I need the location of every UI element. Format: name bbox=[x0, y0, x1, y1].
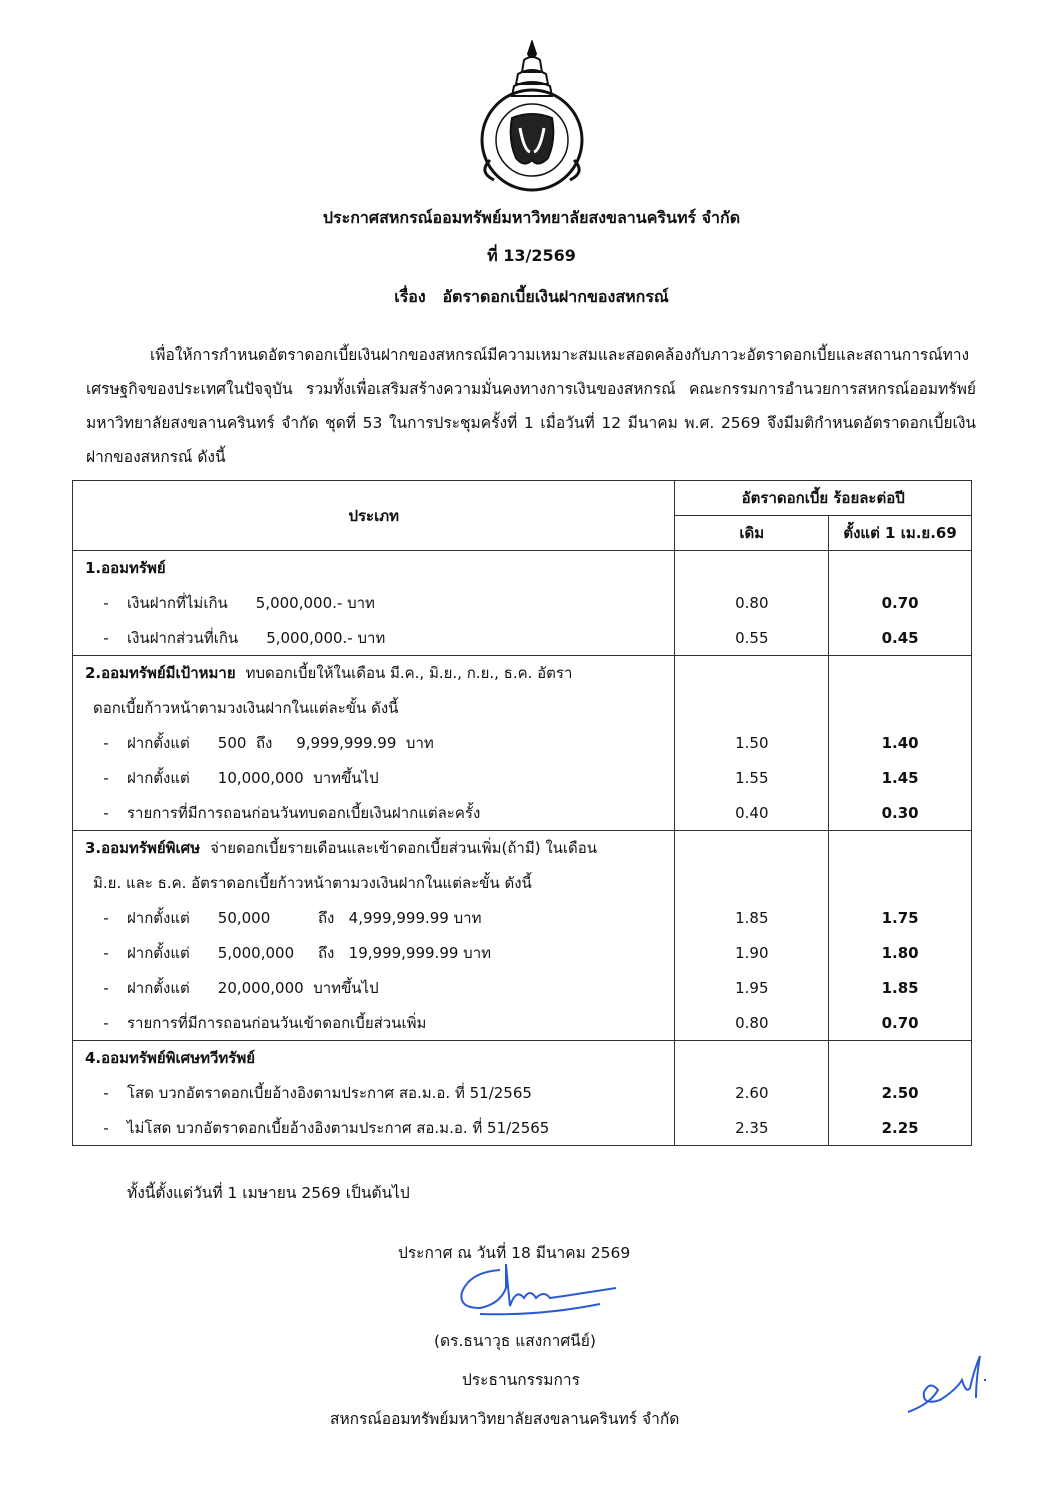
rate-row bbox=[73, 971, 972, 1006]
old-rate: 2.35 bbox=[675, 1111, 829, 1146]
section-title: 2.ออมทรัพย์มีเป้าหมาย bbox=[85, 664, 236, 683]
rate-label: เงินฝากส่วนที่เกิน bbox=[127, 628, 239, 647]
new-rate: 1.45 bbox=[829, 761, 972, 796]
section-row bbox=[73, 656, 972, 691]
section-row bbox=[73, 551, 972, 586]
rate-row bbox=[73, 726, 972, 761]
rate-row bbox=[73, 936, 972, 971]
old-rate: 1.55 bbox=[675, 761, 829, 796]
document-subject bbox=[0, 285, 1063, 310]
rate-row bbox=[73, 1076, 972, 1111]
section-row bbox=[73, 1041, 972, 1076]
new-rate: 1.75 bbox=[829, 901, 972, 936]
effective-date: ทั้งนี้ตั้งแต่วันที่ 1 เมษายน 2569 เป็นต้นไป bbox=[127, 1184, 410, 1202]
initial-signature bbox=[900, 1350, 990, 1425]
new-rate: 2.25 bbox=[829, 1111, 972, 1146]
old-rate: 2.60 bbox=[675, 1076, 829, 1111]
bullet-dash: - bbox=[103, 594, 109, 612]
rate-row bbox=[73, 761, 972, 796]
new-rate: 1.80 bbox=[829, 936, 972, 971]
old-rate: 0.80 bbox=[675, 1006, 829, 1041]
rate-table-body bbox=[73, 551, 972, 1146]
bullet-dash: - bbox=[103, 1118, 109, 1137]
rate-label: ไม่โสด บวกอัตราดอกเบี้ยอ้างอิงตามประกาศ สอ.ม.อ. ที่ 51/2565 bbox=[127, 1118, 550, 1137]
bullet-dash: - bbox=[103, 803, 109, 822]
new-rate: 2.50 bbox=[829, 1076, 972, 1111]
rate-row bbox=[73, 796, 972, 831]
signer-organization: สหกรณ์ออมทรัพย์มหาวิทยาลัยสงขลานครินทร์ จำกัด bbox=[330, 1410, 680, 1428]
bullet-dash: - bbox=[103, 909, 109, 927]
bullet-dash: - bbox=[103, 769, 109, 787]
bullet-dash: - bbox=[103, 944, 109, 962]
interest-rate-table bbox=[72, 480, 972, 1146]
document-number: ที่ 13/2569 bbox=[487, 246, 576, 265]
rate-row bbox=[73, 586, 972, 621]
old-rate: 0.55 bbox=[675, 621, 829, 656]
subject-label: เรื่อง bbox=[394, 287, 426, 306]
header-old-rate: เดิม bbox=[675, 516, 829, 551]
rate-label: เงินฝากที่ไม่เกิน bbox=[127, 594, 228, 612]
header-new-rate: ตั้งแต่ 1 เม.ย.69 bbox=[829, 516, 972, 551]
rate-amount: 50,000 ถึง 4,999,999.99 บาท bbox=[217, 909, 482, 927]
rate-label: ฝากตั้งแต่ bbox=[127, 909, 190, 927]
rate-amount: 5,000,000.- บาท bbox=[266, 628, 386, 647]
old-rate: 1.95 bbox=[675, 971, 829, 1006]
rate-row bbox=[73, 1111, 972, 1146]
header-rate-group: อัตราดอกเบี้ย ร้อยละต่อปี bbox=[675, 481, 972, 516]
section-note-row bbox=[73, 691, 972, 726]
new-rate: 0.45 bbox=[829, 621, 972, 656]
rate-amount: 500 ถึง 9,999,999.99 บาท bbox=[217, 734, 434, 752]
signer-position: ประธานกรรมการ bbox=[462, 1371, 580, 1389]
signer-name: (ดร.ธนาวุธ แสงกาศนีย์) bbox=[434, 1332, 596, 1350]
new-rate: 1.40 bbox=[829, 726, 972, 761]
new-rate: 0.70 bbox=[829, 1006, 972, 1041]
section-note-row bbox=[73, 866, 972, 901]
section-title: 1.ออมทรัพย์ bbox=[85, 559, 166, 578]
section-title: 3.ออมทรัพย์พิเศษ bbox=[85, 839, 201, 858]
document-title: ประกาศสหกรณ์ออมทรัพย์มหาวิทยาลัยสงขลานครินทร์ จำกัด bbox=[322, 208, 741, 227]
rate-label: ฝากตั้งแต่ bbox=[127, 769, 190, 787]
rate-label: ฝากตั้งแต่ bbox=[127, 734, 190, 752]
rate-label: รายการที่มีการถอนก่อนวันทบดอกเบี้ยเงินฝากแต่ละครั้ง bbox=[127, 803, 481, 822]
section-note-continued: มิ.ย. และ ธ.ค. อัตราดอกเบี้ยก้าวหน้าตามวงเงินฝากในแต่ละขั้น ดังนี้ bbox=[93, 874, 532, 892]
rate-amount: 5,000,000.- บาท bbox=[255, 594, 375, 612]
rate-amount: 5,000,000 ถึง 19,999,999.99 บาท bbox=[217, 944, 492, 962]
rate-label: ฝากตั้งแต่ bbox=[127, 979, 190, 997]
rate-label: รายการที่มีการถอนก่อนวันเข้าดอกเบี้ยส่วนเพิ่ม bbox=[127, 1013, 427, 1032]
header-type: ประเภท bbox=[73, 481, 675, 551]
cooperative-emblem-logo bbox=[468, 40, 596, 198]
subject-text: อัตราดอกเบี้ยเงินฝากของสหกรณ์ bbox=[442, 287, 669, 306]
rate-label: ฝากตั้งแต่ bbox=[127, 944, 190, 962]
old-rate: 1.50 bbox=[675, 726, 829, 761]
bullet-dash: - bbox=[103, 628, 109, 647]
announcement-date: ประกาศ ณ วันที่ 18 มีนาคม 2569 bbox=[398, 1244, 631, 1262]
old-rate: 1.90 bbox=[675, 936, 829, 971]
bullet-dash: - bbox=[103, 1084, 109, 1102]
old-rate: 0.80 bbox=[675, 586, 829, 621]
section-row bbox=[73, 831, 972, 866]
rate-label: โสด บวกอัตราดอกเบี้ยอ้างอิงตามประกาศ สอ.ม.อ. ที่ 51/2565 bbox=[127, 1084, 532, 1102]
bullet-dash: - bbox=[103, 734, 109, 752]
intro-paragraph: เพื่อให้การกำหนดอัตราดอกเบี้ยเงินฝากของสหกรณ์มีความเหมาะสมและสอดคล้องกับภาวะอัตราดอกเบี้ยและสถานการณ์ทางเศรษฐกิจของประเทศในปัจจุบัน รวมทั้งเพื่อเสริมสร้างความมั่นคงทางการเงินของสหกรณ์ คณะกรรมการอำนวยการสหกรณ์ออมทรัพย์มหาวิทยาลัยสงขลานครินทร์ จำกัด ชุดที่ 53 ในการประชุมครั้งที่ 1 เมื่อวันที่ 12 มีนาคม พ.ศ. 2569 จึงมีมติกำหนดอัตราดอกเบี้ยเงินฝากของสหกรณ์ ดังนี้ bbox=[86, 346, 976, 466]
rate-amount: 10,000,000 บาทขึ้นไป bbox=[217, 769, 379, 787]
section-note-continued: ดอกเบี้ยก้าวหน้าตามวงเงินฝากในแต่ละขั้น ดังนี้ bbox=[93, 699, 399, 717]
rate-amount: 20,000,000 บาทขึ้นไป bbox=[217, 979, 379, 997]
rate-row bbox=[73, 1006, 972, 1041]
chairman-signature bbox=[440, 1258, 620, 1318]
new-rate: 0.70 bbox=[829, 586, 972, 621]
bullet-dash: - bbox=[103, 1013, 109, 1032]
new-rate: 1.85 bbox=[829, 971, 972, 1006]
bullet-dash: - bbox=[103, 979, 109, 997]
rate-row bbox=[73, 901, 972, 936]
rate-row bbox=[73, 621, 972, 656]
old-rate: 0.40 bbox=[675, 796, 829, 831]
old-rate: 1.85 bbox=[675, 901, 829, 936]
section-note: จ่ายดอกเบี้ยรายเดือนและเข้าดอกเบี้ยส่วนเพิ่ม(ถ้ามี) ในเดือน bbox=[210, 839, 598, 858]
new-rate: 0.30 bbox=[829, 796, 972, 831]
section-title: 4.ออมทรัพย์พิเศษทวีทรัพย์ bbox=[85, 1049, 256, 1068]
section-note: ทบดอกเบี้ยให้ในเดือน มี.ค., มิ.ย., ก.ย., ธ.ค. อัตรา bbox=[245, 664, 573, 683]
